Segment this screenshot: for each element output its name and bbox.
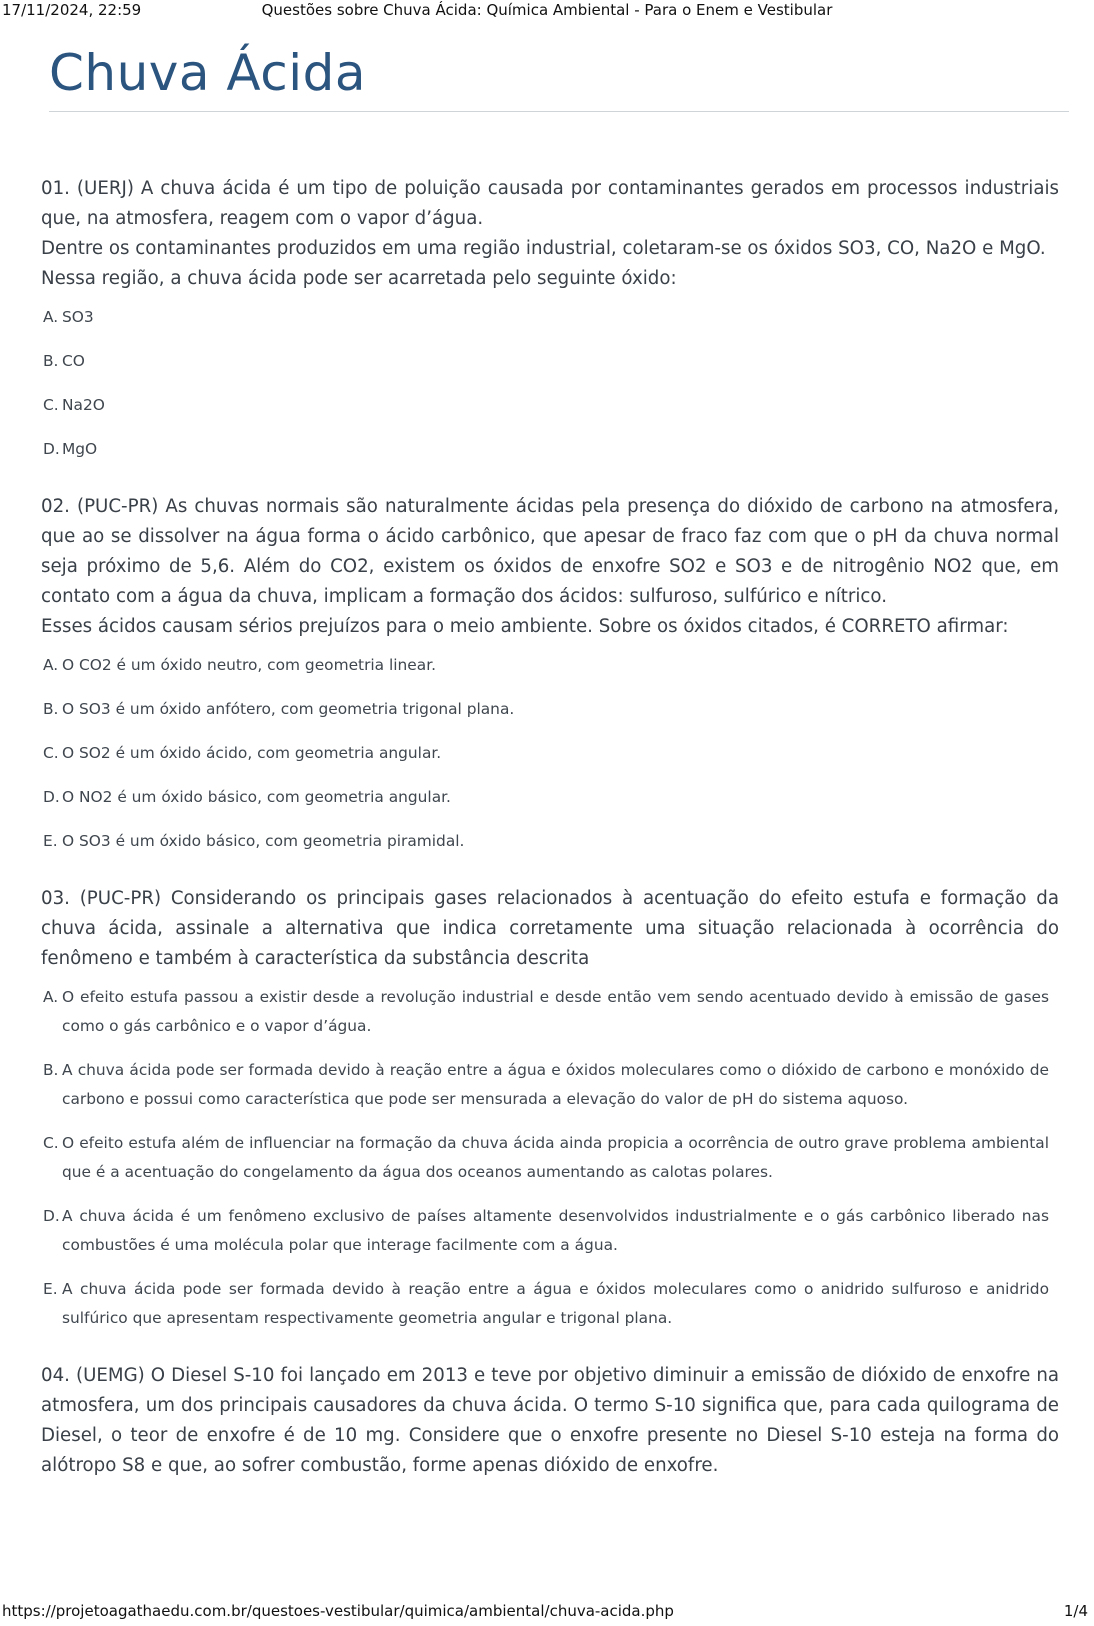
alternative-letter: C. <box>43 1134 59 1152</box>
print-datetime: 17/11/2024, 22:59 <box>2 1 142 19</box>
question-03 <box>41 884 1059 1333</box>
alternative-letter: B. <box>43 700 59 718</box>
alternative-letter: D. <box>43 440 60 458</box>
alternative-letter: E. <box>43 832 58 850</box>
question-paragraph: 03. (PUC-PR) Considerando os principais gases relacionados à acentuação do efeito estufa e formação da chuva ácida, assinale a alternativa que indica corretamente uma situação relacionada à ocorrência do fenômeno e também à característica da substância descrita <box>41 888 1059 969</box>
alternative-letter: D. <box>43 788 60 806</box>
alternative-d[interactable] <box>41 435 1059 464</box>
alternative-text: CO <box>62 352 85 370</box>
alternative-letter: B. <box>43 1061 59 1079</box>
print-page-title: Questões sobre Chuva Ácida: Química Ambiental - Para o Enem e Vestibular <box>261 1 833 19</box>
alternative-letter: A. <box>43 308 59 326</box>
alternative-letter: A. <box>43 656 59 674</box>
print-footer <box>0 1602 1094 1624</box>
question-04 <box>41 1361 1059 1481</box>
question-text <box>41 1361 1059 1481</box>
page-number: 1/4 <box>1063 1602 1088 1620</box>
question-paragraph: Esses ácidos causam sérios prejuízos para o meio ambiente. Sobre os óxidos citados, é CORRETO afirmar: <box>41 616 1009 637</box>
alternative-b[interactable] <box>41 695 1059 724</box>
alternatives-list <box>41 651 1059 856</box>
alternative-text: O efeito estufa passou a existir desde a revolução industrial e desde então vem sendo acentuado devido à emissão de gases como o gás carbônico e o vapor d’água. <box>62 988 1049 1035</box>
alternative-b[interactable] <box>41 1056 1059 1114</box>
question-paragraph: 02. (PUC-PR) As chuvas normais são naturalmente ácidas pela presença do dióxido de carbono na atmosfera, que ao se dissolver na água forma o ácido carbônico, que apesar de fraco faz com que o pH da chuva normal seja próximo de 5,6. Além do CO2, existem os óxidos de enxofre SO2 e SO3 e de nitrogênio NO2 que, em contato com a água da chuva, implicam a formação dos ácidos: sulfuroso, sulfúrico e nítrico. <box>41 496 1059 607</box>
alternative-c[interactable] <box>41 1129 1059 1187</box>
alternative-a[interactable] <box>41 983 1059 1041</box>
alternative-text: O SO2 é um óxido ácido, com geometria angular. <box>62 744 442 762</box>
alternative-c[interactable] <box>41 739 1059 768</box>
alternative-letter: C. <box>43 396 59 414</box>
alternative-text: MgO <box>62 440 98 458</box>
alternatives-list <box>41 983 1059 1333</box>
question-text <box>41 492 1059 642</box>
questions-container <box>41 174 1059 1509</box>
question-text <box>41 174 1059 294</box>
question-02 <box>41 492 1059 856</box>
question-paragraph: 01. (UERJ) A chuva ácida é um tipo de poluição causada por contaminantes gerados em processos industriais que, na atmosfera, reagem com o vapor d’água. <box>41 178 1059 229</box>
print-header <box>0 0 1094 22</box>
alternative-a[interactable] <box>41 303 1059 332</box>
alternative-text: O CO2 é um óxido neutro, com geometria linear. <box>62 656 437 674</box>
alternative-text: O SO3 é um óxido básico, com geometria piramidal. <box>62 832 465 850</box>
question-01 <box>41 174 1059 464</box>
alternative-text: A chuva ácida pode ser formada devido à reação entre a água e óxidos moleculares como o dióxido de carbono e monóxido de carbono e possui como característica que pode ser mensurada a elevação do valor de pH do sistema aquoso. <box>62 1061 1049 1108</box>
alternative-letter: A. <box>43 988 59 1006</box>
alternative-letter: C. <box>43 744 59 762</box>
question-paragraph: 04. (UEMG) O Diesel S-10 foi lançado em 2013 e teve por objetivo diminuir a emissão de dióxido de enxofre na atmosfera, um dos principais causadores da chuva ácida. O termo S-10 significa que, para cada quilograma de Diesel, o teor de enxofre é de 10 mg. Considere que o enxofre presente no Diesel S-10 esteja na forma do alótropo S8 e que, ao sofrer combustão, forme apenas dióxido de enxofre. <box>41 1365 1059 1476</box>
alternative-text: A chuva ácida é um fenômeno exclusivo de países altamente desenvolvidos industrialmente e o gás carbônico liberado nas combustões é uma molécula polar que interage facilmente com a água. <box>62 1207 1049 1254</box>
alternative-d[interactable] <box>41 1202 1059 1260</box>
alternative-letter: B. <box>43 352 59 370</box>
page-title: Chuva Ácida <box>49 44 366 102</box>
alternative-text: O NO2 é um óxido básico, com geometria angular. <box>62 788 451 806</box>
question-paragraph: Nessa região, a chuva ácida pode ser acarretada pelo seguinte óxido: <box>41 268 677 289</box>
page-url: https://projetoagathaedu.com.br/questoes-vestibular/quimica/ambiental/chuva-acida.php <box>2 1602 674 1620</box>
alternative-text: Na2O <box>62 396 105 414</box>
title-divider <box>49 111 1069 112</box>
alternative-letter: E. <box>43 1280 58 1298</box>
question-paragraph: Dentre os contaminantes produzidos em uma região industrial, coletaram-se os óxidos SO3, CO, Na2O e MgO. <box>41 238 1046 259</box>
alternative-e[interactable] <box>41 827 1059 856</box>
alternative-c[interactable] <box>41 391 1059 420</box>
alternative-text: A chuva ácida pode ser formada devido à reação entre a água e óxidos moleculares como o anidrido sulfuroso e anidrido sulfúrico que apresentam respectivamente geometria angular e trigonal plana. <box>62 1280 1049 1327</box>
alternative-text: O efeito estufa além de influenciar na formação da chuva ácida ainda propicia a ocorrência de outro grave problema ambiental que é a acentuação do congelamento da água dos oceanos aumentando as calotas polares. <box>62 1134 1049 1181</box>
alternative-e[interactable] <box>41 1275 1059 1333</box>
alternative-letter: D. <box>43 1207 60 1225</box>
alternative-b[interactable] <box>41 347 1059 376</box>
alternatives-list <box>41 303 1059 464</box>
alternative-d[interactable] <box>41 783 1059 812</box>
alternative-text: SO3 <box>62 308 94 326</box>
alternative-a[interactable] <box>41 651 1059 680</box>
question-text <box>41 884 1059 974</box>
alternative-text: O SO3 é um óxido anfótero, com geometria trigonal plana. <box>62 700 515 718</box>
